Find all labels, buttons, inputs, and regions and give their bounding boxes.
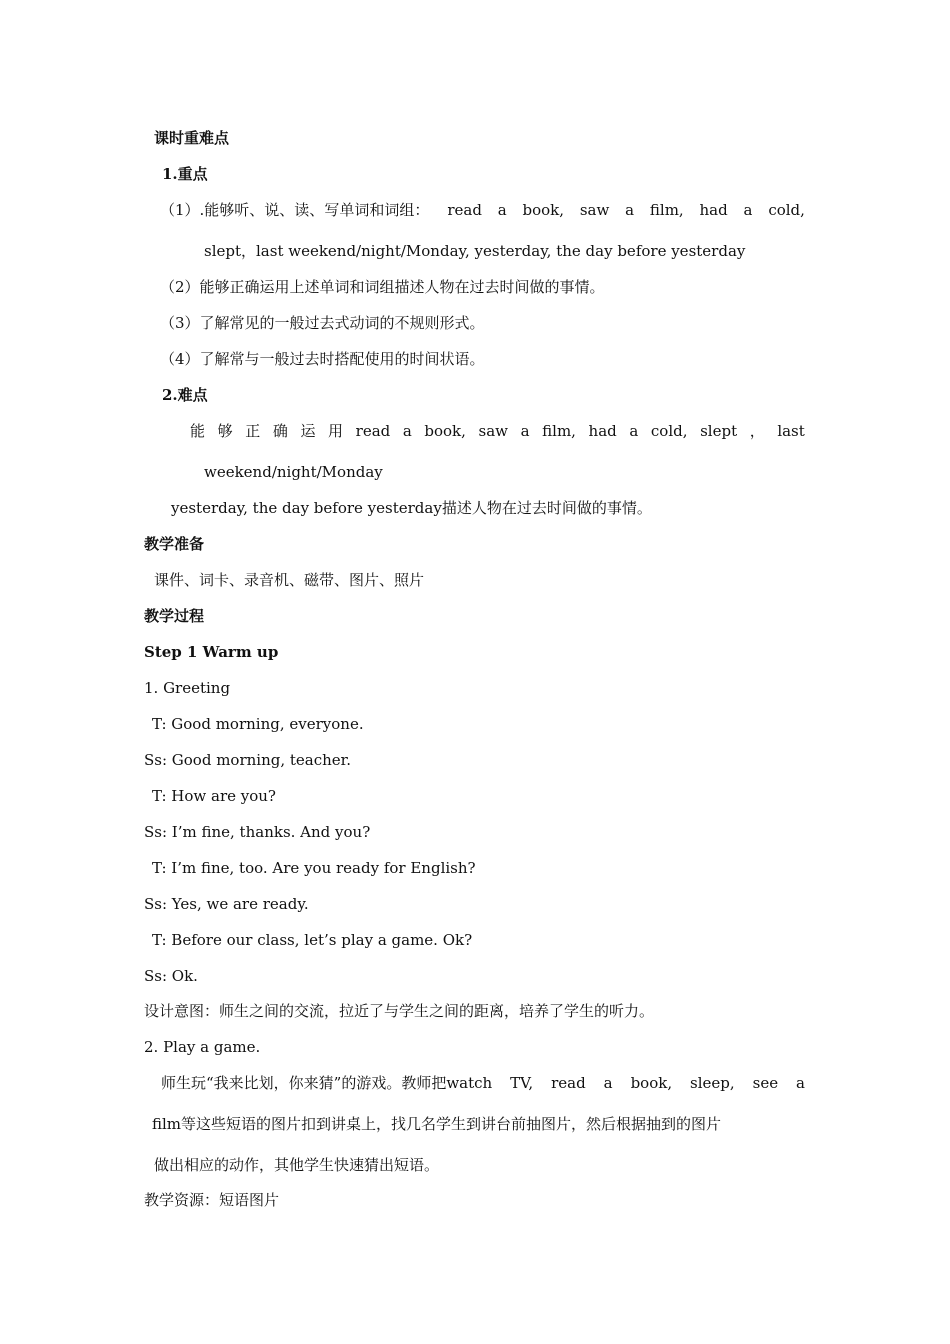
word: a (625, 201, 635, 219)
word: see (752, 1074, 779, 1092)
word: sleep, (690, 1074, 735, 1092)
word: TV, (510, 1074, 534, 1092)
word: book, (522, 201, 565, 219)
dialogue-line: Ss: I’m fine, thanks. And you? (144, 823, 371, 841)
word: read (355, 422, 391, 440)
word: book, (630, 1074, 673, 1092)
word: last (777, 422, 805, 440)
focus-item-1-words (447, 200, 805, 220)
focus-item-1-line-2: slept，last weekend/night/Monday, yesterday, the day before yesterday (204, 242, 746, 260)
game-line-1 (161, 1073, 805, 1093)
design-intent: 设计意图：师生之间的交流，拉近了与学生之间的距离，培养了学生的听力。 (144, 1002, 655, 1020)
word: saw (478, 422, 508, 440)
preparation-text: 课件、词卡、录音机、磁带、图片、照片 (154, 571, 425, 589)
word: 师生玩“我来比划，你来猜”的游戏。教师把watch (161, 1074, 493, 1092)
focus-heading: 1.重点 (162, 165, 208, 183)
step-1-title: Step 1 Warm up (144, 643, 279, 661)
focus-item-1-cn: （1）.能够听、说、读、写单词和词组： (160, 201, 430, 219)
word: 确 (272, 422, 288, 440)
dialogue-line: T: Before our class, let’s play a game. Ok? (152, 931, 473, 949)
word: had (699, 201, 728, 219)
process-heading: 教学过程 (144, 607, 205, 625)
word: a (743, 201, 753, 219)
dialogue-line: T: Good morning, everyone. (152, 715, 364, 733)
game-line-3: 做出相应的动作，其他学生快速猜出短语。 (154, 1156, 440, 1174)
word: film, (542, 422, 576, 440)
word: read (551, 1074, 586, 1092)
word: film, (649, 201, 684, 219)
dialogue-line: Ss: Yes, we are ready. (144, 895, 309, 913)
dialogue-line: Ss: Good morning, teacher. (144, 751, 351, 769)
focus-item-1-line-1 (160, 200, 805, 220)
difficulty-line-1 (190, 421, 805, 441)
difficulty-heading: 2.难点 (162, 386, 208, 404)
dialogue-line: T: How are you? (152, 787, 276, 805)
word: a (603, 1074, 613, 1092)
dialogue-line: T: I’m fine, too. Are you ready for English? (152, 859, 476, 877)
preparation-heading: 教学准备 (144, 535, 205, 553)
word: a (520, 422, 530, 440)
word: 运 (300, 422, 316, 440)
word: a (629, 422, 639, 440)
focus-item-4: （4）了解常与一般过去时搭配使用的时间状语。 (160, 350, 485, 368)
word: had (588, 422, 617, 440)
game-line-2: film等这些短语的图片扣到讲桌上，找几名学生到讲台前抽图片，然后根据抽到的图片 (152, 1115, 722, 1133)
word: cold, (650, 422, 688, 440)
word: ， (749, 422, 765, 440)
word: 能 (190, 422, 206, 440)
word: a (402, 422, 412, 440)
greeting-title: 1. Greeting (144, 679, 231, 697)
focus-item-2: （2）能够正确运用上述单词和词组描述人物在过去时间做的事情。 (160, 278, 605, 296)
section-title-key-points: 课时重难点 (154, 129, 230, 147)
difficulty-line-3: yesterday, the day before yesterday描述人物在过去时间做的事情。 (171, 499, 652, 517)
word: book, (424, 422, 466, 440)
focus-item-3: （3）了解常见的一般过去式动词的不规则形式。 (160, 314, 485, 332)
word: slept (700, 422, 738, 440)
word: cold, (768, 201, 805, 219)
word: read (447, 201, 482, 219)
word: a (497, 201, 507, 219)
game-title: 2. Play a game. (144, 1038, 261, 1056)
word: 用 (328, 422, 344, 440)
teaching-resource: 教学资源：短语图片 (144, 1191, 280, 1209)
difficulty-line-2: weekend/night/Monday (204, 463, 383, 481)
word: saw (579, 201, 610, 219)
word: 正 (245, 422, 261, 440)
word: a (796, 1074, 805, 1092)
dialogue-line: Ss: Ok. (144, 967, 198, 985)
word: 够 (217, 422, 233, 440)
